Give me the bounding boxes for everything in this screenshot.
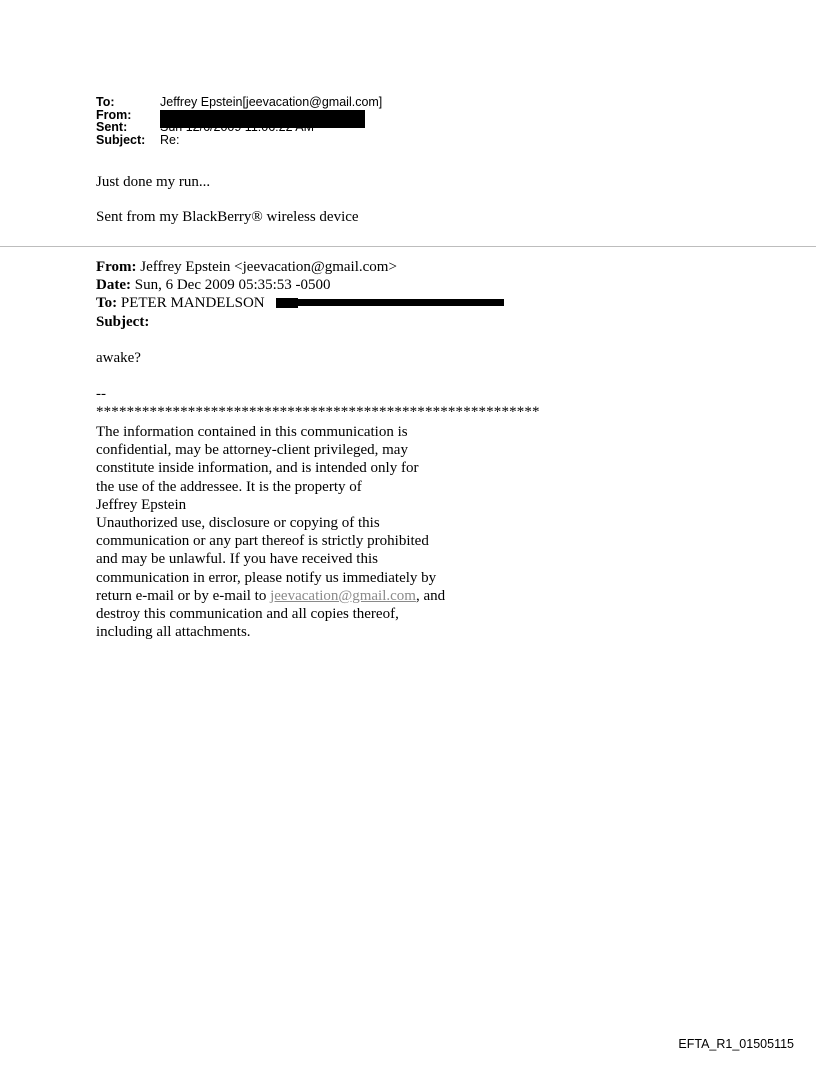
disclaimer-text: return e-mail or by e-mail to — [96, 587, 271, 604]
fwd-date-value: Sun, 6 Dec 2009 05:35:53 -0500 — [134, 277, 331, 294]
disclaimer-line-with-link — [96, 587, 516, 605]
signature-stars: ********************************************************** — [96, 404, 540, 420]
disclaimer-line: constitute inside information, and is intended only for — [96, 460, 419, 477]
disclaimer-line: The information contained in this communication is — [96, 424, 408, 440]
message-divider — [0, 246, 816, 247]
disclaimer-line: Jeffrey Epstein — [96, 496, 187, 513]
fwd-to-redaction — [290, 299, 504, 306]
fwd-from-value: Jeffrey Epstein <jeevacation@gmail.com> — [140, 259, 397, 275]
from-redaction — [160, 110, 365, 128]
fwd-date-label: Date: — [96, 277, 131, 294]
to-label: To: — [96, 95, 115, 109]
subject-row — [96, 134, 382, 147]
disclaimer-line: confidential, may be attorney-client privileged, may — [96, 442, 408, 459]
document-id: EFTA_R1_01505115 — [678, 1037, 794, 1051]
fwd-date-row — [96, 276, 397, 294]
disclaimer-line: the use of the addressee. It is the property of — [96, 478, 362, 495]
fwd-subject-label: Subject: — [96, 313, 150, 330]
email-link[interactable]: jeevacation@gmail.com — [270, 587, 416, 604]
disclaimer-line: Unauthorized use, disclosure or copying of this — [96, 515, 380, 532]
fwd-from-row — [96, 258, 397, 276]
subject-value: Re: — [160, 132, 180, 147]
to-value: Jeffrey Epstein[jeevacation@gmail.com] — [160, 95, 383, 109]
sent-label: Sent: — [96, 120, 128, 134]
disclaimer-line: communication or any part thereof is strictly prohibited — [96, 533, 429, 550]
forwarded-header — [96, 258, 397, 331]
fwd-to-label: To: — [96, 295, 118, 312]
disclaimer-line: communication in error, please notify us immediately by — [96, 569, 437, 586]
subject-label: Subject: — [96, 132, 146, 147]
fwd-subject-row — [96, 313, 397, 331]
confidentiality-disclaimer — [96, 423, 516, 641]
disclaimer-line: including all attachments. — [96, 624, 251, 641]
disclaimer-text: , and — [415, 587, 446, 604]
fwd-from-label: From: — [96, 259, 137, 275]
from-label: From: — [96, 107, 132, 122]
fwd-to-value: PETER MANDELSON — [120, 295, 265, 312]
reply-line-1: Just done my run... — [96, 174, 211, 190]
disclaimer-line: destroy this communication and all copies thereof, — [96, 606, 399, 623]
fwd-body: awake? — [96, 350, 141, 366]
reply-signature: Sent from my BlackBerry® wireless device — [96, 209, 359, 225]
to-row — [96, 96, 382, 109]
disclaimer-line: and may be unlawful. If you have received this — [96, 551, 378, 568]
signature-dashes: -- — [96, 386, 106, 402]
